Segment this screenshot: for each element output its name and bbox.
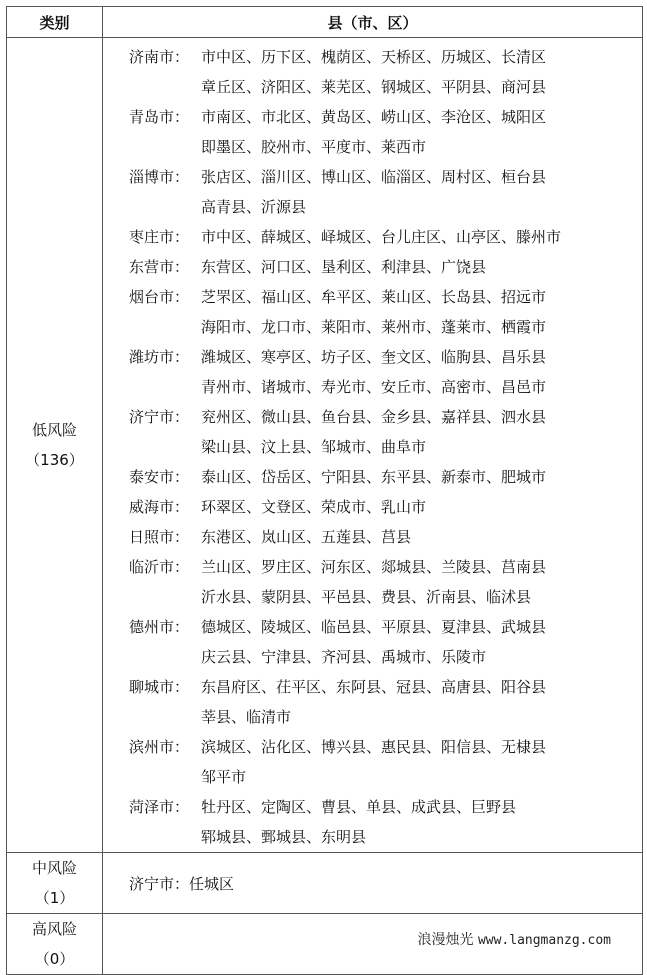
district-line: 市南区、市北区、黄岛区、崂山区、李沧区、城阳区 <box>201 108 547 126</box>
district-line: 东营区、河口区、垦利区、利津县、广饶县 <box>201 258 487 276</box>
city-name: 德州市： <box>129 618 190 636</box>
city-block <box>129 282 642 342</box>
city-name: 青岛市： <box>129 108 190 126</box>
district-line: 兖州区、微山县、鱼台县、金乡县、嘉祥县、泗水县 <box>201 408 547 426</box>
district-line: 市中区、历下区、槐荫区、天桥区、历城区、长清区 <box>201 48 547 66</box>
city-block <box>129 792 642 852</box>
low-risk-label: 低风险 <box>31 421 77 439</box>
city-districts <box>201 552 642 612</box>
district-line: 邹平市 <box>201 768 247 786</box>
district-line: 泰山区、岱岳区、宁阳县、东平县、新泰市、肥城市 <box>201 468 547 486</box>
district-line: 沂水县、蒙阴县、平邑县、费县、沂南县、临沭县 <box>201 588 532 606</box>
high-risk-category <box>7 914 103 975</box>
city-name: 滨州市： <box>129 738 190 756</box>
district-line: 庆云县、宁津县、齐河县、禹城市、乐陵市 <box>201 648 487 666</box>
city-districts <box>201 222 642 252</box>
low-risk-areas <box>103 38 643 853</box>
low-risk-category <box>7 38 103 853</box>
watermark-name: 浪漫烛光 <box>417 932 474 948</box>
city-block <box>129 102 642 162</box>
city-block <box>129 402 642 462</box>
city-districts <box>201 42 642 102</box>
city-block <box>129 252 642 282</box>
city-name: 潍坊市： <box>129 348 190 366</box>
city-name: 烟台市： <box>129 288 190 306</box>
city-block <box>129 552 642 612</box>
city-name: 日照市： <box>129 528 190 546</box>
high-risk-count: （0） <box>34 950 75 968</box>
risk-table <box>6 6 643 975</box>
mid-risk-row <box>7 853 643 914</box>
city-name: 东营市： <box>129 258 190 276</box>
city-districts <box>201 162 642 222</box>
district-line: 德城区、陵城区、临邑县、平原县、夏津县、武城县 <box>201 618 547 636</box>
city-districts <box>201 792 642 852</box>
city-block <box>129 342 642 402</box>
district-line: 兰山区、罗庄区、河东区、郯城县、兰陵县、莒南县 <box>201 558 547 576</box>
district-line: 莘县、临清市 <box>201 708 292 726</box>
district-line: 即墨区、胶州市、平度市、莱西市 <box>201 138 427 156</box>
district-line: 滨城区、沾化区、博兴县、惠民县、阳信县、无棣县 <box>201 738 547 756</box>
district-line: 青州市、诸城市、寿光市、安丘市、高密市、昌邑市 <box>201 378 547 396</box>
mid-risk-count: （1） <box>34 889 75 907</box>
district-line: 牡丹区、定陶区、曹县、单县、成武县、巨野县 <box>201 798 517 816</box>
city-districts <box>201 402 642 462</box>
city-block <box>129 162 642 222</box>
high-risk-label: 高风险 <box>31 920 77 938</box>
city-name: 枣庄市： <box>129 228 190 246</box>
district-line: 郓城县、鄄城县、东明县 <box>201 828 367 846</box>
mid-risk-category <box>7 853 103 914</box>
district-line: 环翠区、文登区、荣成市、乳山市 <box>201 498 427 516</box>
district-line: 章丘区、济阳区、莱芜区、钢城区、平阴县、商河县 <box>201 78 547 96</box>
header-county: 县（市、区） <box>103 7 643 38</box>
city-block <box>129 612 642 672</box>
city-name: 聊城市： <box>129 678 190 696</box>
city-name: 菏泽市： <box>129 798 190 816</box>
city-block <box>129 222 642 252</box>
watermark <box>417 929 611 949</box>
city-districts <box>201 102 642 162</box>
district-line: 张店区、淄川区、博山区、临淄区、周村区、桓台县 <box>201 168 547 186</box>
city-block <box>129 492 642 522</box>
city-districts <box>201 252 642 282</box>
city-districts <box>201 732 642 792</box>
city-block <box>129 42 642 102</box>
city-block <box>129 672 642 732</box>
mid-risk-label: 中风险 <box>31 859 77 877</box>
district-line: 潍城区、寒亭区、坊子区、奎文区、临朐县、昌乐县 <box>201 348 547 366</box>
city-name: 临沂市： <box>129 558 190 576</box>
city-name: 济宁市： <box>129 408 190 426</box>
city-name: 泰安市： <box>129 468 190 486</box>
watermark-url: www.langmanzg.com <box>477 933 611 948</box>
city-block <box>129 462 642 492</box>
district-line: 东昌府区、茌平区、东阿县、冠县、高唐县、阳谷县 <box>201 678 547 696</box>
mid-risk-areas: 济宁市：任城区 <box>103 853 643 914</box>
city-districts <box>201 462 642 492</box>
district-line: 芝罘区、福山区、牟平区、莱山区、长岛县、招远市 <box>201 288 547 306</box>
low-risk-row <box>7 38 643 853</box>
low-risk-count: （136） <box>25 451 84 469</box>
city-districts <box>201 492 642 522</box>
city-name: 威海市： <box>129 498 190 516</box>
district-line: 梁山县、汶上县、邹城市、曲阜市 <box>201 438 427 456</box>
city-block <box>129 732 642 792</box>
city-districts <box>201 612 642 672</box>
city-districts <box>201 282 642 342</box>
header-category: 类别 <box>7 7 103 38</box>
city-districts <box>201 342 642 402</box>
city-districts <box>201 672 642 732</box>
header-row <box>7 7 643 38</box>
district-line: 东港区、岚山区、五莲县、莒县 <box>201 528 412 546</box>
district-line: 高青县、沂源县 <box>201 198 307 216</box>
city-districts <box>201 522 642 552</box>
city-name: 淄博市： <box>129 168 190 186</box>
district-line: 市中区、薛城区、峄城区、台儿庄区、山亭区、滕州市 <box>201 228 562 246</box>
district-line: 海阳市、龙口市、莱阳市、莱州市、蓬莱市、栖霞市 <box>201 318 547 336</box>
city-block <box>129 522 642 552</box>
city-name: 济南市： <box>129 48 190 66</box>
